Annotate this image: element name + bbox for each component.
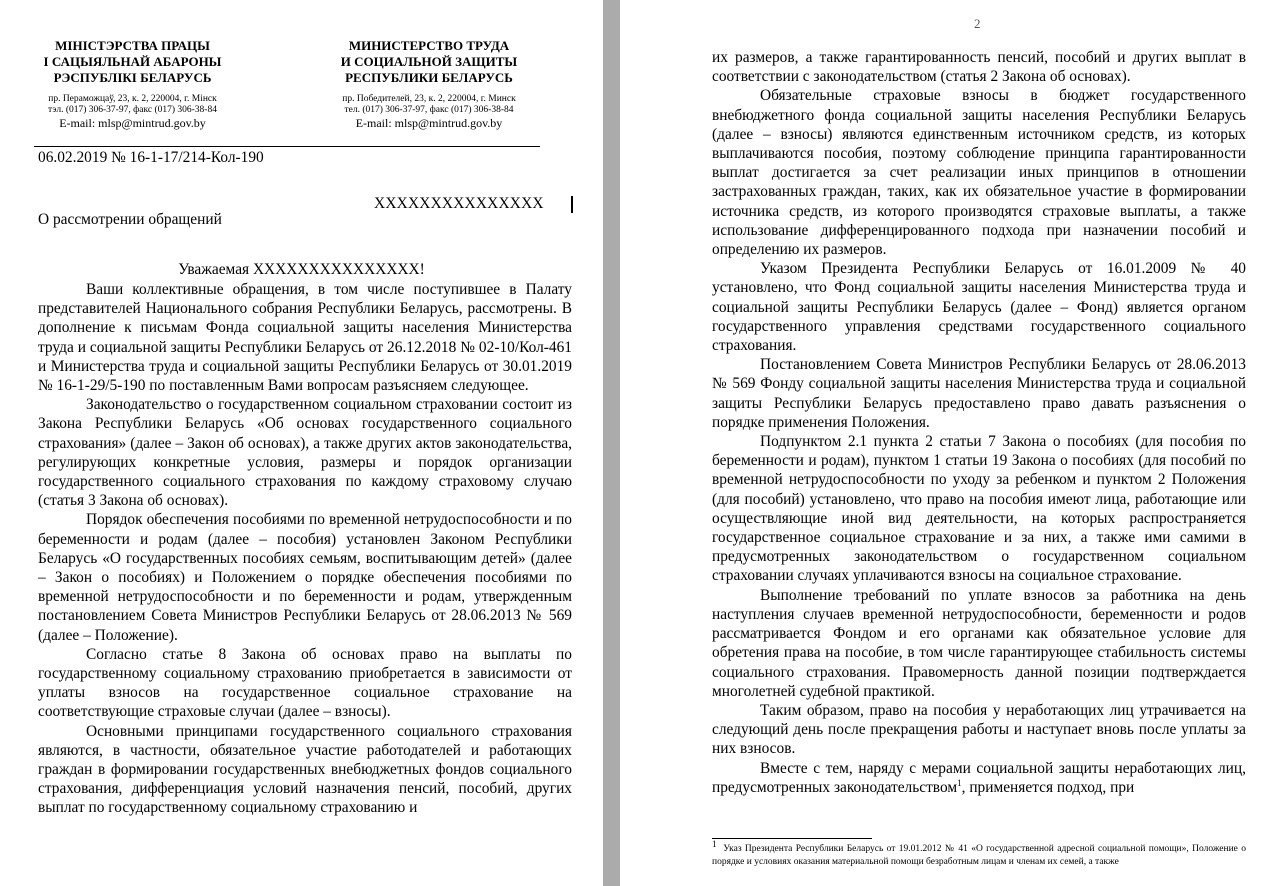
org-address: пр. Пераможцаў, 23, к. 2, 220004, г. Мінск [48, 94, 217, 104]
document-page-1 [0, 0, 603, 886]
paragraph: Законодательство о государственном социальном страховании состоит из Закона Республики Беларусь «Об основах государственного социального страхования» (далее – Закон об основах), а также других актов законодательства, регулирующих конкретные условия, размеры и порядок организации государственного социального страхования по каждому страховому случаю (статья 3 Закона об основах). [38, 396, 572, 510]
paragraph-text: Вместе с тем, наряду с мерами социальной защиты неработающих лиц, предусмотренных законодательством [712, 759, 1246, 796]
subject-line: О рассмотрении обращений [38, 211, 222, 228]
org-name-line: РЕСПУБЛИКИ БЕЛАРУСЬ [345, 70, 513, 85]
footnote-text: Указ Президента Республики Беларусь от 19.01.2012 № 41 «О государственной адресной социальной помощи», Положение о порядке и условиях оказания материальной помощи безработным лицам и членам их семей, а также [712, 844, 1246, 867]
paragraph-with-footnote [712, 759, 1246, 797]
letterhead-belarusian [30, 38, 235, 130]
org-phone: тел. (017) 306-37-97, факс (017) 306-38-84 [344, 105, 514, 115]
paragraph: Ваши коллективные обращения, в том числе поступившее в Палату представителей Национального собрания Республики Беларусь, рассмотрены. В дополнение к письмам Фонда социальной защиты населения Министерства труда и социальной защиты Республики Беларусь от 26.12.2018 № 02-10/Кол-461 и Министерства труда и социальной защиты Республики Беларусь от 30.01.2019 № 16-1-29/5-190 по поставленным Вами вопросам разъясняем следующее. [38, 281, 572, 395]
paragraph: Таким образом, право на пособия у неработающих лиц утрачивается на следующий день после прекращения работы и наступает вновь после уплаты за них взносов. [712, 701, 1246, 758]
paragraph: Подпунктом 2.1 пункта 2 статьи 7 Закона о пособиях (для пособия по беременности и родам), пунктом 1 статьи 19 Закона о пособиях (для пособий по временной нетрудоспособности по уходу за ребенком и пунктом 2 Положения (для пособий) установлено, что право на пособия имеют лица, работающие или осуществляющие иной вид деятельности, на которых распространяется государственное социальное страхование и за них, а также ими самими в предусмотренных законодательством о государственном социальном страховании случаях уплачиваются взносы на социальное страхование. [712, 433, 1246, 585]
paragraph: Постановлением Совета Министров Республики Беларусь от 28.06.2013 № 569 Фонду социальной защиты населения Министерства труда и социальной защиты Республики Беларусь предоставлено право давать разъяснения о порядке применения Положения. [712, 356, 1246, 431]
paragraph: Согласно статье 8 Закона об основах право на выплаты по государственному социальному страхованию приобретается в зависимости от уплаты взносов на государственное социальное страхование на соответствующие страховые случаи (далее – взносы). [38, 645, 572, 721]
paragraph: их размеров, а также гарантированность пенсий, пособий и других выплат в соответствии с законодательством (статья 2 Закона об основах). [712, 49, 1246, 86]
footnote [712, 838, 1246, 868]
letter-body-page-1 [38, 280, 572, 818]
paragraph: Обязательные страховые взносы в бюджет государственного внебюджетного фонда социальной защиты населения Республики Беларусь (далее – взносы) являются единственным источником средств, из которых выплачиваются пособия, поэтому соблюдение принципа гарантированности выплат достигается за счет реализации иных принципов в отношении застрахованных граждан, таких, как их обязательное участие в формировании источника средств, из которого производятся страховые выплаты, а также использование дифференцированного подхода при назначении пособий и определению их размеров. [712, 87, 1246, 259]
org-name-line: МІНІСТЭРСТВА ПРАЦЫ [55, 38, 210, 53]
footnote-mark: 1 [712, 838, 717, 849]
letterhead-russian [318, 38, 540, 130]
org-address: пр. Победителей, 23, к. 2, 220004, г. Минск [342, 94, 516, 104]
org-name-line: И СОЦИАЛЬНОЙ ЗАЩИТЫ [340, 54, 518, 69]
paragraph: Указом Президента Республики Беларусь от 16.01.2009 № 40 установлено, что Фонд социальной защиты населения Министерства труда и социальной защиты Республики Беларусь (далее – Фонд) является органом государственного управления средствами государственного социального страхования. [712, 260, 1246, 355]
text-cursor [571, 196, 573, 213]
recipient-name: XXXXXXXXXXXXXXX [374, 195, 544, 212]
footnote-separator [712, 838, 872, 839]
footnote-reference[interactable]: 1 [957, 777, 962, 788]
org-name-line: І САЦЫЯЛЬНАЙ АБАРОНЫ [43, 54, 222, 69]
org-email: E-mail: mlsp@mintrud.gov.by [355, 116, 503, 130]
org-name-line: МИНИСТЕРСТВО ТРУДА [348, 38, 510, 53]
salutation: Уважаемая XXXXXXXXXXXXXXX! [178, 261, 425, 278]
org-name-line: РЭСПУБЛІКІ БЕЛАРУСЬ [53, 70, 212, 85]
paragraph: Порядок обеспечения пособиями по временной нетрудоспособности и по беременности и родам (далее – пособия) установлен Законом Республики Беларусь «О государственных пособиях семьям, воспитывающим детей» (далее – Закон о пособиях) и Положением о порядке обеспечения пособиями по временной нетрудоспособности и по беременности и родам, утвержденным постановлением Совета Министров Республики Беларусь от 28.06.2013 № 569 (далее – Положение). [38, 511, 572, 644]
org-email: E-mail: mlsp@mintrud.gov.by [59, 116, 206, 130]
page-number: 2 [974, 16, 981, 31]
org-phone: тэл. (017) 306-37-97, факс (017) 306-38-84 [48, 105, 217, 115]
paragraph: Выполнение требований по уплате взносов за работника на день наступления случаев временной нетрудоспособности, беременности и родов рассматривается Фондом и его органами как обязательное условие для обретения права на пособие, в том числе гарантирующее стабильность системы социального страхования. Правомерность данной позиции подтверждается многолетней судебной практикой. [712, 586, 1246, 700]
paragraph-text: , применяется подход, при [961, 778, 1135, 796]
letterhead-divider [34, 146, 540, 147]
reference-number: 06.02.2019 № 16-1-17/214-Кол-190 [38, 149, 264, 166]
paragraph: Основными принципами государственного социального страхования являются, в частности, обязательное участие работодателей и работающих граждан в формировании государственных внебюджетных фондов социального страхования, дифференциация условий назначения пенсий, пособий, других выплат по государственному социальному страхованию и [38, 722, 572, 817]
letter-body-page-2 [712, 48, 1246, 797]
